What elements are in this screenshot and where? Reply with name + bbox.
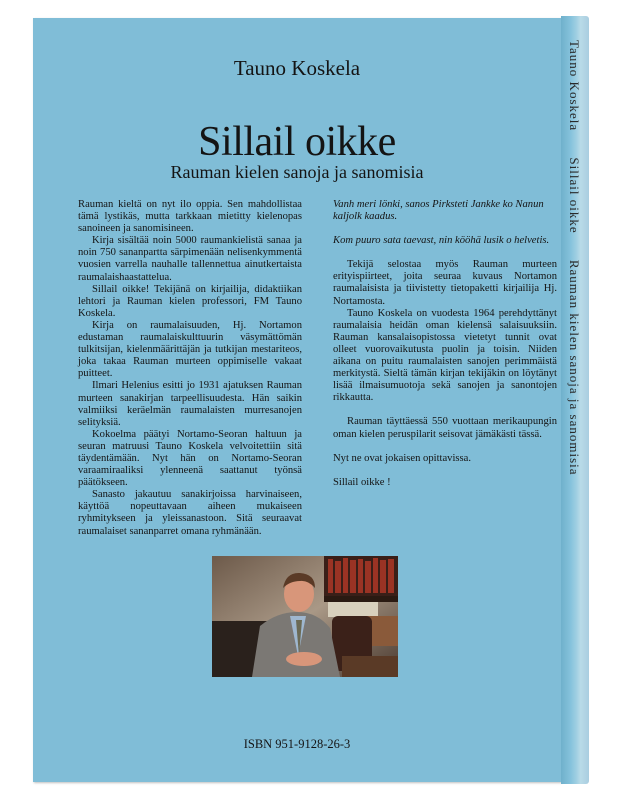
paragraph: Kokoelma päätyi Nortamo-Seoran haltuun ja seuran matruusi Tauno Koskela velvoitettiin sitä täydentämään. Nyt hän on Nortamo-Seoran varaamiraaliksi ylenneenä saattanut työnsä päätökseen. [78, 428, 302, 489]
paragraph: Tekijä selostaa myös Rauman murteen erityispiirteet, joita seuraa kuvaus Nortamon raumalaisista ja tiivistetty tietopaketti kirjailija Hj. Nortamosta. [333, 259, 557, 307]
paragraph: Nyt ne ovat jokaisen opittavissa. [333, 452, 471, 464]
paragraph: Rauman täyttäessä 550 vuottaan merikaupungin oman kielen peruspilarit seisovat jämäkästi tässä. [333, 416, 557, 440]
paragraph: Sillail oikke ! [333, 476, 391, 488]
author-photo [212, 556, 398, 677]
paragraph: Ilmari Helenius esitti jo 1931 ajatuksen Rauman murteen sanakirjan tarpeellisuudesta. Hän saikin valmiiksi keräelmän raumalaisten murresanojen selityksiä. [78, 380, 302, 428]
spine-title: Sillail oikke [567, 157, 582, 234]
author-photo-image [212, 556, 398, 677]
paragraph: Tauno Koskela on vuodesta 1964 perehdyttänyt raumalaisia heidän oman kielensä salaisuuksiin. Rauman kansalaisopistossa vietetyt tunnit ovat olleet vuorovaikutusta puolin ja toisin. Niiden aikana on puitu raumalaisten sanojen perimmäistä merkitystä. Sieltä tämän kirjan tekijäkin on löytänyt lisää ilmaisumuotoja sekä sanojen ja sanontojen rikkautta. [333, 307, 557, 404]
left-text-column [78, 199, 302, 538]
isbn: ISBN 951-9128-26-3 [243, 737, 351, 751]
paragraph: Sillail oikke! Tekijänä on kirjailija, didaktiikan lehtori ja Rauman kielen professori, FM Tauno Koskela. [78, 283, 302, 319]
paragraph: Kirja sisältää noin 5000 raumankielistä sanaa ja noin 750 sananpartta särpimenään nelisenkymmentä vuosien varrella nauhalle tallennettua ainutkertaista raumalaishaastattelua. [78, 235, 302, 283]
spine-author: Tauno Koskela [567, 40, 582, 132]
paragraph: Rauman kieltä on nyt ilo oppia. Sen mahdollistaa tämä lystikäs, mutta tarkkaan mietitty kielenopas sanoineen ja sanomisineen. [78, 199, 302, 235]
author-name: Tauno Koskela [233, 56, 361, 80]
right-text-column [333, 199, 557, 489]
quote: Vanh meri lönki, sanos Pirksteti Jankke ko Nanun kaljolk kaadus. [333, 199, 544, 223]
quote: Kom puuro sata taevast, nin kööhä lusik o helvetis. [333, 235, 550, 247]
spine-subtitle: Rauman kielen sanoja ja sanomisia [567, 259, 582, 476]
paragraph: Sanasto jakautuu sanakirjoissa harvinaiseen, käyttöä nopeuttavaan aiheen mukaiseen ryhmitykseen ja yleissanastoon. Sitä seuraavat raumalaiset sananparret omana ryhmänään. [78, 489, 302, 537]
book-subtitle: Rauman kielen sanoja ja sanomisia [170, 162, 424, 182]
book-title: Sillail oikke [198, 119, 396, 165]
spine-text [566, 40, 582, 498]
paragraph: Kirja on raumalaisuuden, Hj. Nortamon edustaman raumalaiskulttuurin väsymättömän tulkitsijan, kielenmäärittäjän ja tutkijan mestariteos, joka takaa Rauman murteen oppimiselle vakaat puitteet. [78, 319, 302, 380]
